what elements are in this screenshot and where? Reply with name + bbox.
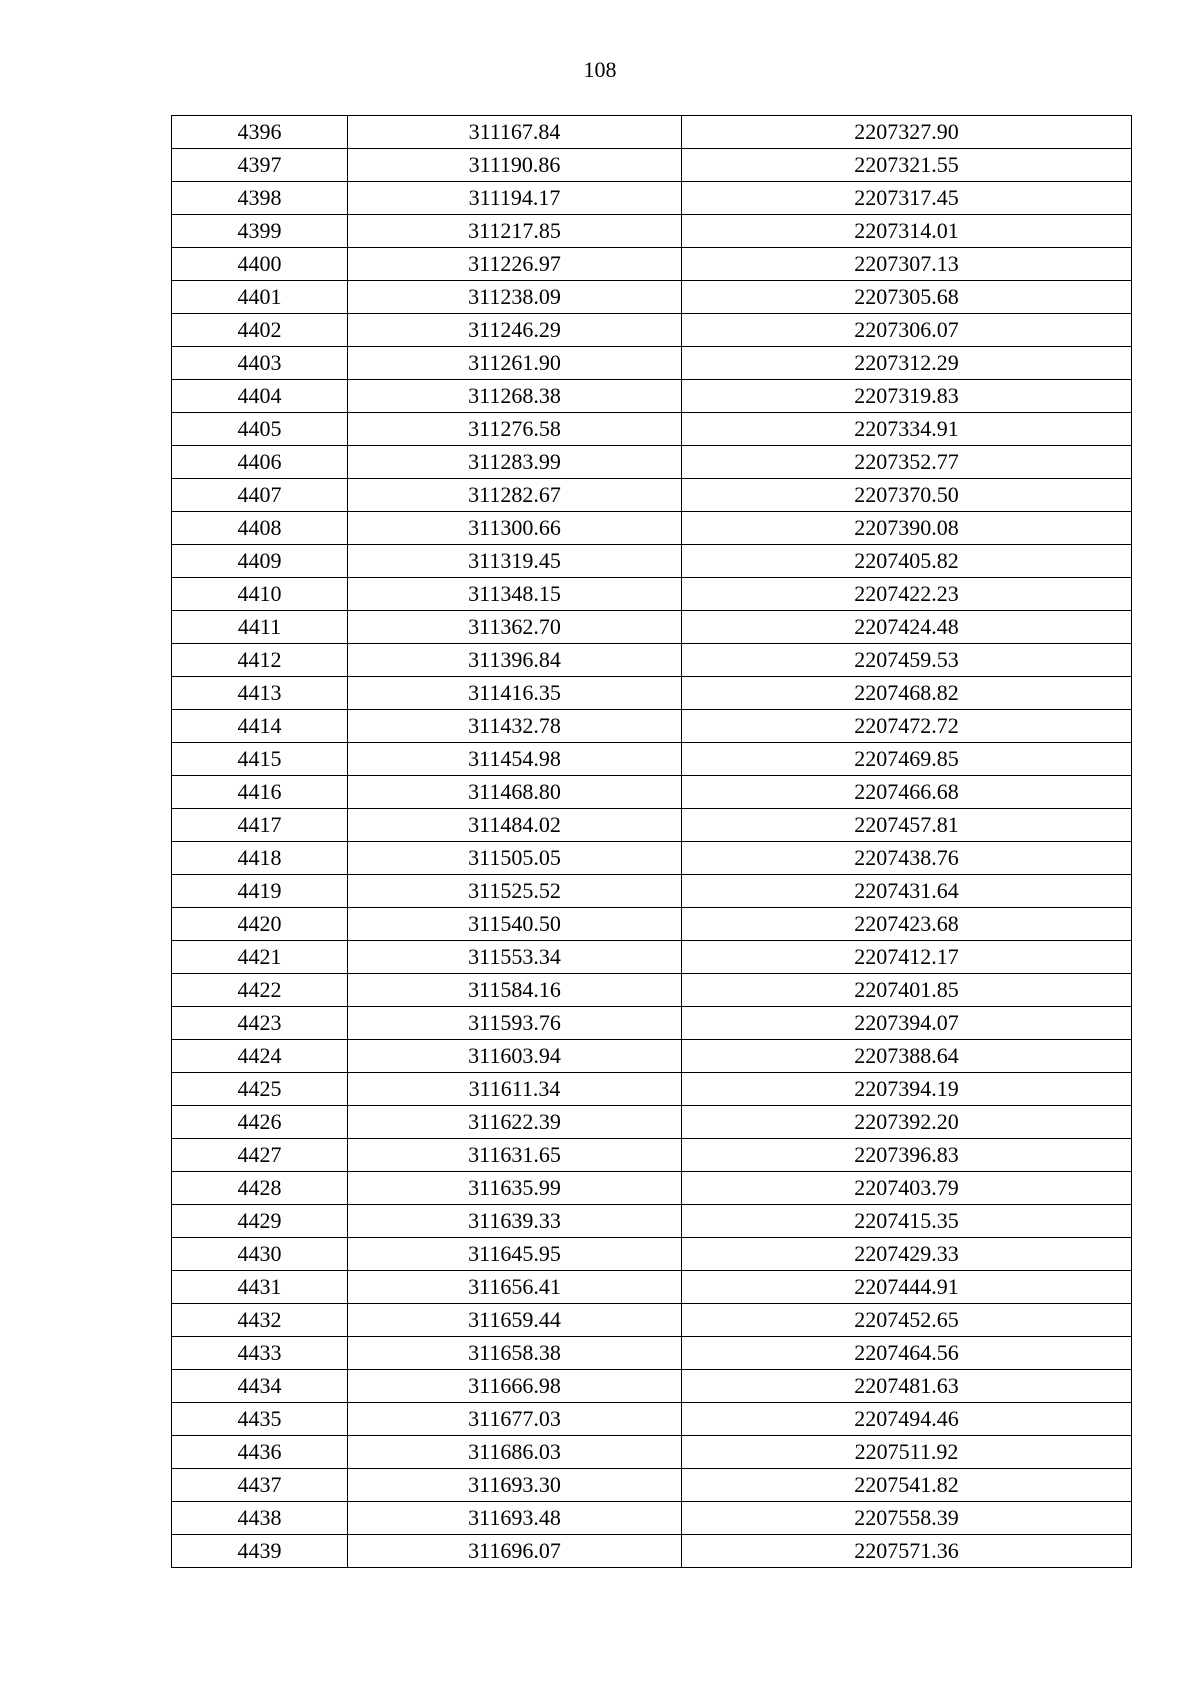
point-number-cell: 4421 — [172, 941, 348, 974]
y-coordinate-cell: 2207392.20 — [682, 1106, 1132, 1139]
y-coordinate-cell: 2207390.08 — [682, 512, 1132, 545]
table-row — [172, 248, 1132, 281]
y-coordinate-cell: 2207388.64 — [682, 1040, 1132, 1073]
y-coordinate-cell: 2207394.19 — [682, 1073, 1132, 1106]
y-coordinate-cell: 2207334.91 — [682, 413, 1132, 446]
table-row — [172, 1139, 1132, 1172]
x-coordinate-cell: 311300.66 — [348, 512, 682, 545]
y-coordinate-cell: 2207394.07 — [682, 1007, 1132, 1040]
table-row — [172, 875, 1132, 908]
point-number-cell: 4436 — [172, 1436, 348, 1469]
point-number-cell: 4433 — [172, 1337, 348, 1370]
table-row — [172, 578, 1132, 611]
y-coordinate-cell: 2207312.29 — [682, 347, 1132, 380]
y-coordinate-cell: 2207370.50 — [682, 479, 1132, 512]
table-row — [172, 1304, 1132, 1337]
point-number-cell: 4430 — [172, 1238, 348, 1271]
point-number-cell: 4437 — [172, 1469, 348, 1502]
x-coordinate-cell: 311659.44 — [348, 1304, 682, 1337]
x-coordinate-cell: 311645.95 — [348, 1238, 682, 1271]
x-coordinate-cell: 311686.03 — [348, 1436, 682, 1469]
y-coordinate-cell: 2207422.23 — [682, 578, 1132, 611]
table-row — [172, 1205, 1132, 1238]
x-coordinate-cell: 311268.38 — [348, 380, 682, 413]
table-row — [172, 413, 1132, 446]
x-coordinate-cell: 311635.99 — [348, 1172, 682, 1205]
table-row — [172, 776, 1132, 809]
point-number-cell: 4416 — [172, 776, 348, 809]
point-number-cell: 4399 — [172, 215, 348, 248]
x-coordinate-cell: 311656.41 — [348, 1271, 682, 1304]
y-coordinate-cell: 2207494.46 — [682, 1403, 1132, 1436]
table-row — [172, 1040, 1132, 1073]
y-coordinate-cell: 2207314.01 — [682, 215, 1132, 248]
table-row — [172, 1238, 1132, 1271]
table-row — [172, 512, 1132, 545]
y-coordinate-cell: 2207438.76 — [682, 842, 1132, 875]
point-number-cell: 4407 — [172, 479, 348, 512]
y-coordinate-cell: 2207307.13 — [682, 248, 1132, 281]
x-coordinate-cell: 311348.15 — [348, 578, 682, 611]
x-coordinate-cell: 311693.48 — [348, 1502, 682, 1535]
table-row — [172, 347, 1132, 380]
x-coordinate-cell: 311246.29 — [348, 314, 682, 347]
x-coordinate-cell: 311505.05 — [348, 842, 682, 875]
point-number-cell: 4431 — [172, 1271, 348, 1304]
y-coordinate-cell: 2207352.77 — [682, 446, 1132, 479]
x-coordinate-cell: 311454.98 — [348, 743, 682, 776]
y-coordinate-cell: 2207306.07 — [682, 314, 1132, 347]
x-coordinate-cell: 311693.30 — [348, 1469, 682, 1502]
point-number-cell: 4439 — [172, 1535, 348, 1568]
x-coordinate-cell: 311593.76 — [348, 1007, 682, 1040]
y-coordinate-cell: 2207481.63 — [682, 1370, 1132, 1403]
table-row — [172, 1535, 1132, 1568]
x-coordinate-cell: 311468.80 — [348, 776, 682, 809]
point-number-cell: 4425 — [172, 1073, 348, 1106]
table-row — [172, 182, 1132, 215]
x-coordinate-cell: 311276.58 — [348, 413, 682, 446]
coordinates-table — [171, 115, 1132, 1568]
y-coordinate-cell: 2207424.48 — [682, 611, 1132, 644]
point-number-cell: 4405 — [172, 413, 348, 446]
table-row — [172, 1007, 1132, 1040]
y-coordinate-cell: 2207319.83 — [682, 380, 1132, 413]
y-coordinate-cell: 2207511.92 — [682, 1436, 1132, 1469]
point-number-cell: 4400 — [172, 248, 348, 281]
table-row — [172, 149, 1132, 182]
x-coordinate-cell: 311696.07 — [348, 1535, 682, 1568]
point-number-cell: 4418 — [172, 842, 348, 875]
y-coordinate-cell: 2207412.17 — [682, 941, 1132, 974]
point-number-cell: 4434 — [172, 1370, 348, 1403]
table-row — [172, 842, 1132, 875]
coordinates-table-body — [172, 116, 1132, 1568]
x-coordinate-cell: 311639.33 — [348, 1205, 682, 1238]
x-coordinate-cell: 311603.94 — [348, 1040, 682, 1073]
table-row — [172, 974, 1132, 1007]
table-row — [172, 1436, 1132, 1469]
table-row — [172, 1271, 1132, 1304]
x-coordinate-cell: 311611.34 — [348, 1073, 682, 1106]
point-number-cell: 4402 — [172, 314, 348, 347]
point-number-cell: 4429 — [172, 1205, 348, 1238]
table-row — [172, 1370, 1132, 1403]
table-row — [172, 479, 1132, 512]
point-number-cell: 4435 — [172, 1403, 348, 1436]
page-number: 108 — [583, 57, 617, 82]
point-number-cell: 4417 — [172, 809, 348, 842]
point-number-cell: 4404 — [172, 380, 348, 413]
x-coordinate-cell: 311261.90 — [348, 347, 682, 380]
y-coordinate-cell: 2207317.45 — [682, 182, 1132, 215]
point-number-cell: 4408 — [172, 512, 348, 545]
table-row — [172, 644, 1132, 677]
x-coordinate-cell: 311553.34 — [348, 941, 682, 974]
point-number-cell: 4411 — [172, 611, 348, 644]
table-row — [172, 116, 1132, 149]
x-coordinate-cell: 311666.98 — [348, 1370, 682, 1403]
y-coordinate-cell: 2207571.36 — [682, 1535, 1132, 1568]
point-number-cell: 4420 — [172, 908, 348, 941]
table-row — [172, 1502, 1132, 1535]
y-coordinate-cell: 2207415.35 — [682, 1205, 1132, 1238]
point-number-cell: 4401 — [172, 281, 348, 314]
y-coordinate-cell: 2207396.83 — [682, 1139, 1132, 1172]
table-row — [172, 1337, 1132, 1370]
point-number-cell: 4424 — [172, 1040, 348, 1073]
point-number-cell: 4403 — [172, 347, 348, 380]
point-number-cell: 4432 — [172, 1304, 348, 1337]
y-coordinate-cell: 2207472.72 — [682, 710, 1132, 743]
y-coordinate-cell: 2207468.82 — [682, 677, 1132, 710]
y-coordinate-cell: 2207452.65 — [682, 1304, 1132, 1337]
point-number-cell: 4398 — [172, 182, 348, 215]
x-coordinate-cell: 311396.84 — [348, 644, 682, 677]
x-coordinate-cell: 311584.16 — [348, 974, 682, 1007]
table-row — [172, 545, 1132, 578]
y-coordinate-cell: 2207431.64 — [682, 875, 1132, 908]
x-coordinate-cell: 311677.03 — [348, 1403, 682, 1436]
table-row — [172, 1403, 1132, 1436]
table-row — [172, 908, 1132, 941]
y-coordinate-cell: 2207541.82 — [682, 1469, 1132, 1502]
point-number-cell: 4396 — [172, 116, 348, 149]
point-number-cell: 4428 — [172, 1172, 348, 1205]
x-coordinate-cell: 311283.99 — [348, 446, 682, 479]
y-coordinate-cell: 2207405.82 — [682, 545, 1132, 578]
y-coordinate-cell: 2207401.85 — [682, 974, 1132, 1007]
point-number-cell: 4413 — [172, 677, 348, 710]
y-coordinate-cell: 2207429.33 — [682, 1238, 1132, 1271]
point-number-cell: 4397 — [172, 149, 348, 182]
x-coordinate-cell: 311190.86 — [348, 149, 682, 182]
table-row — [172, 809, 1132, 842]
x-coordinate-cell: 311217.85 — [348, 215, 682, 248]
y-coordinate-cell: 2207403.79 — [682, 1172, 1132, 1205]
table-row — [172, 281, 1132, 314]
x-coordinate-cell: 311194.17 — [348, 182, 682, 215]
table-row — [172, 1172, 1132, 1205]
table-row — [172, 710, 1132, 743]
point-number-cell: 4423 — [172, 1007, 348, 1040]
y-coordinate-cell: 2207457.81 — [682, 809, 1132, 842]
y-coordinate-cell: 2207558.39 — [682, 1502, 1132, 1535]
point-number-cell: 4414 — [172, 710, 348, 743]
y-coordinate-cell: 2207466.68 — [682, 776, 1132, 809]
table-row — [172, 314, 1132, 347]
table-row — [172, 941, 1132, 974]
x-coordinate-cell: 311484.02 — [348, 809, 682, 842]
y-coordinate-cell: 2207444.91 — [682, 1271, 1132, 1304]
table-row — [172, 215, 1132, 248]
table-row — [172, 1106, 1132, 1139]
x-coordinate-cell: 311658.38 — [348, 1337, 682, 1370]
point-number-cell: 4419 — [172, 875, 348, 908]
table-row — [172, 1469, 1132, 1502]
x-coordinate-cell: 311631.65 — [348, 1139, 682, 1172]
point-number-cell: 4427 — [172, 1139, 348, 1172]
table-row — [172, 380, 1132, 413]
x-coordinate-cell: 311238.09 — [348, 281, 682, 314]
point-number-cell: 4426 — [172, 1106, 348, 1139]
y-coordinate-cell: 2207423.68 — [682, 908, 1132, 941]
table-row — [172, 743, 1132, 776]
x-coordinate-cell: 311362.70 — [348, 611, 682, 644]
x-coordinate-cell: 311167.84 — [348, 116, 682, 149]
y-coordinate-cell: 2207321.55 — [682, 149, 1132, 182]
y-coordinate-cell: 2207459.53 — [682, 644, 1132, 677]
point-number-cell: 4410 — [172, 578, 348, 611]
y-coordinate-cell: 2207469.85 — [682, 743, 1132, 776]
x-coordinate-cell: 311432.78 — [348, 710, 682, 743]
point-number-cell: 4409 — [172, 545, 348, 578]
x-coordinate-cell: 311622.39 — [348, 1106, 682, 1139]
point-number-cell: 4415 — [172, 743, 348, 776]
y-coordinate-cell: 2207464.56 — [682, 1337, 1132, 1370]
point-number-cell: 4438 — [172, 1502, 348, 1535]
point-number-cell: 4412 — [172, 644, 348, 677]
y-coordinate-cell: 2207305.68 — [682, 281, 1132, 314]
x-coordinate-cell: 311540.50 — [348, 908, 682, 941]
y-coordinate-cell: 2207327.90 — [682, 116, 1132, 149]
x-coordinate-cell: 311282.67 — [348, 479, 682, 512]
x-coordinate-cell: 311525.52 — [348, 875, 682, 908]
table-row — [172, 1073, 1132, 1106]
table-row — [172, 677, 1132, 710]
point-number-cell: 4406 — [172, 446, 348, 479]
x-coordinate-cell: 311319.45 — [348, 545, 682, 578]
table-row — [172, 446, 1132, 479]
point-number-cell: 4422 — [172, 974, 348, 1007]
x-coordinate-cell: 311416.35 — [348, 677, 682, 710]
x-coordinate-cell: 311226.97 — [348, 248, 682, 281]
table-row — [172, 611, 1132, 644]
